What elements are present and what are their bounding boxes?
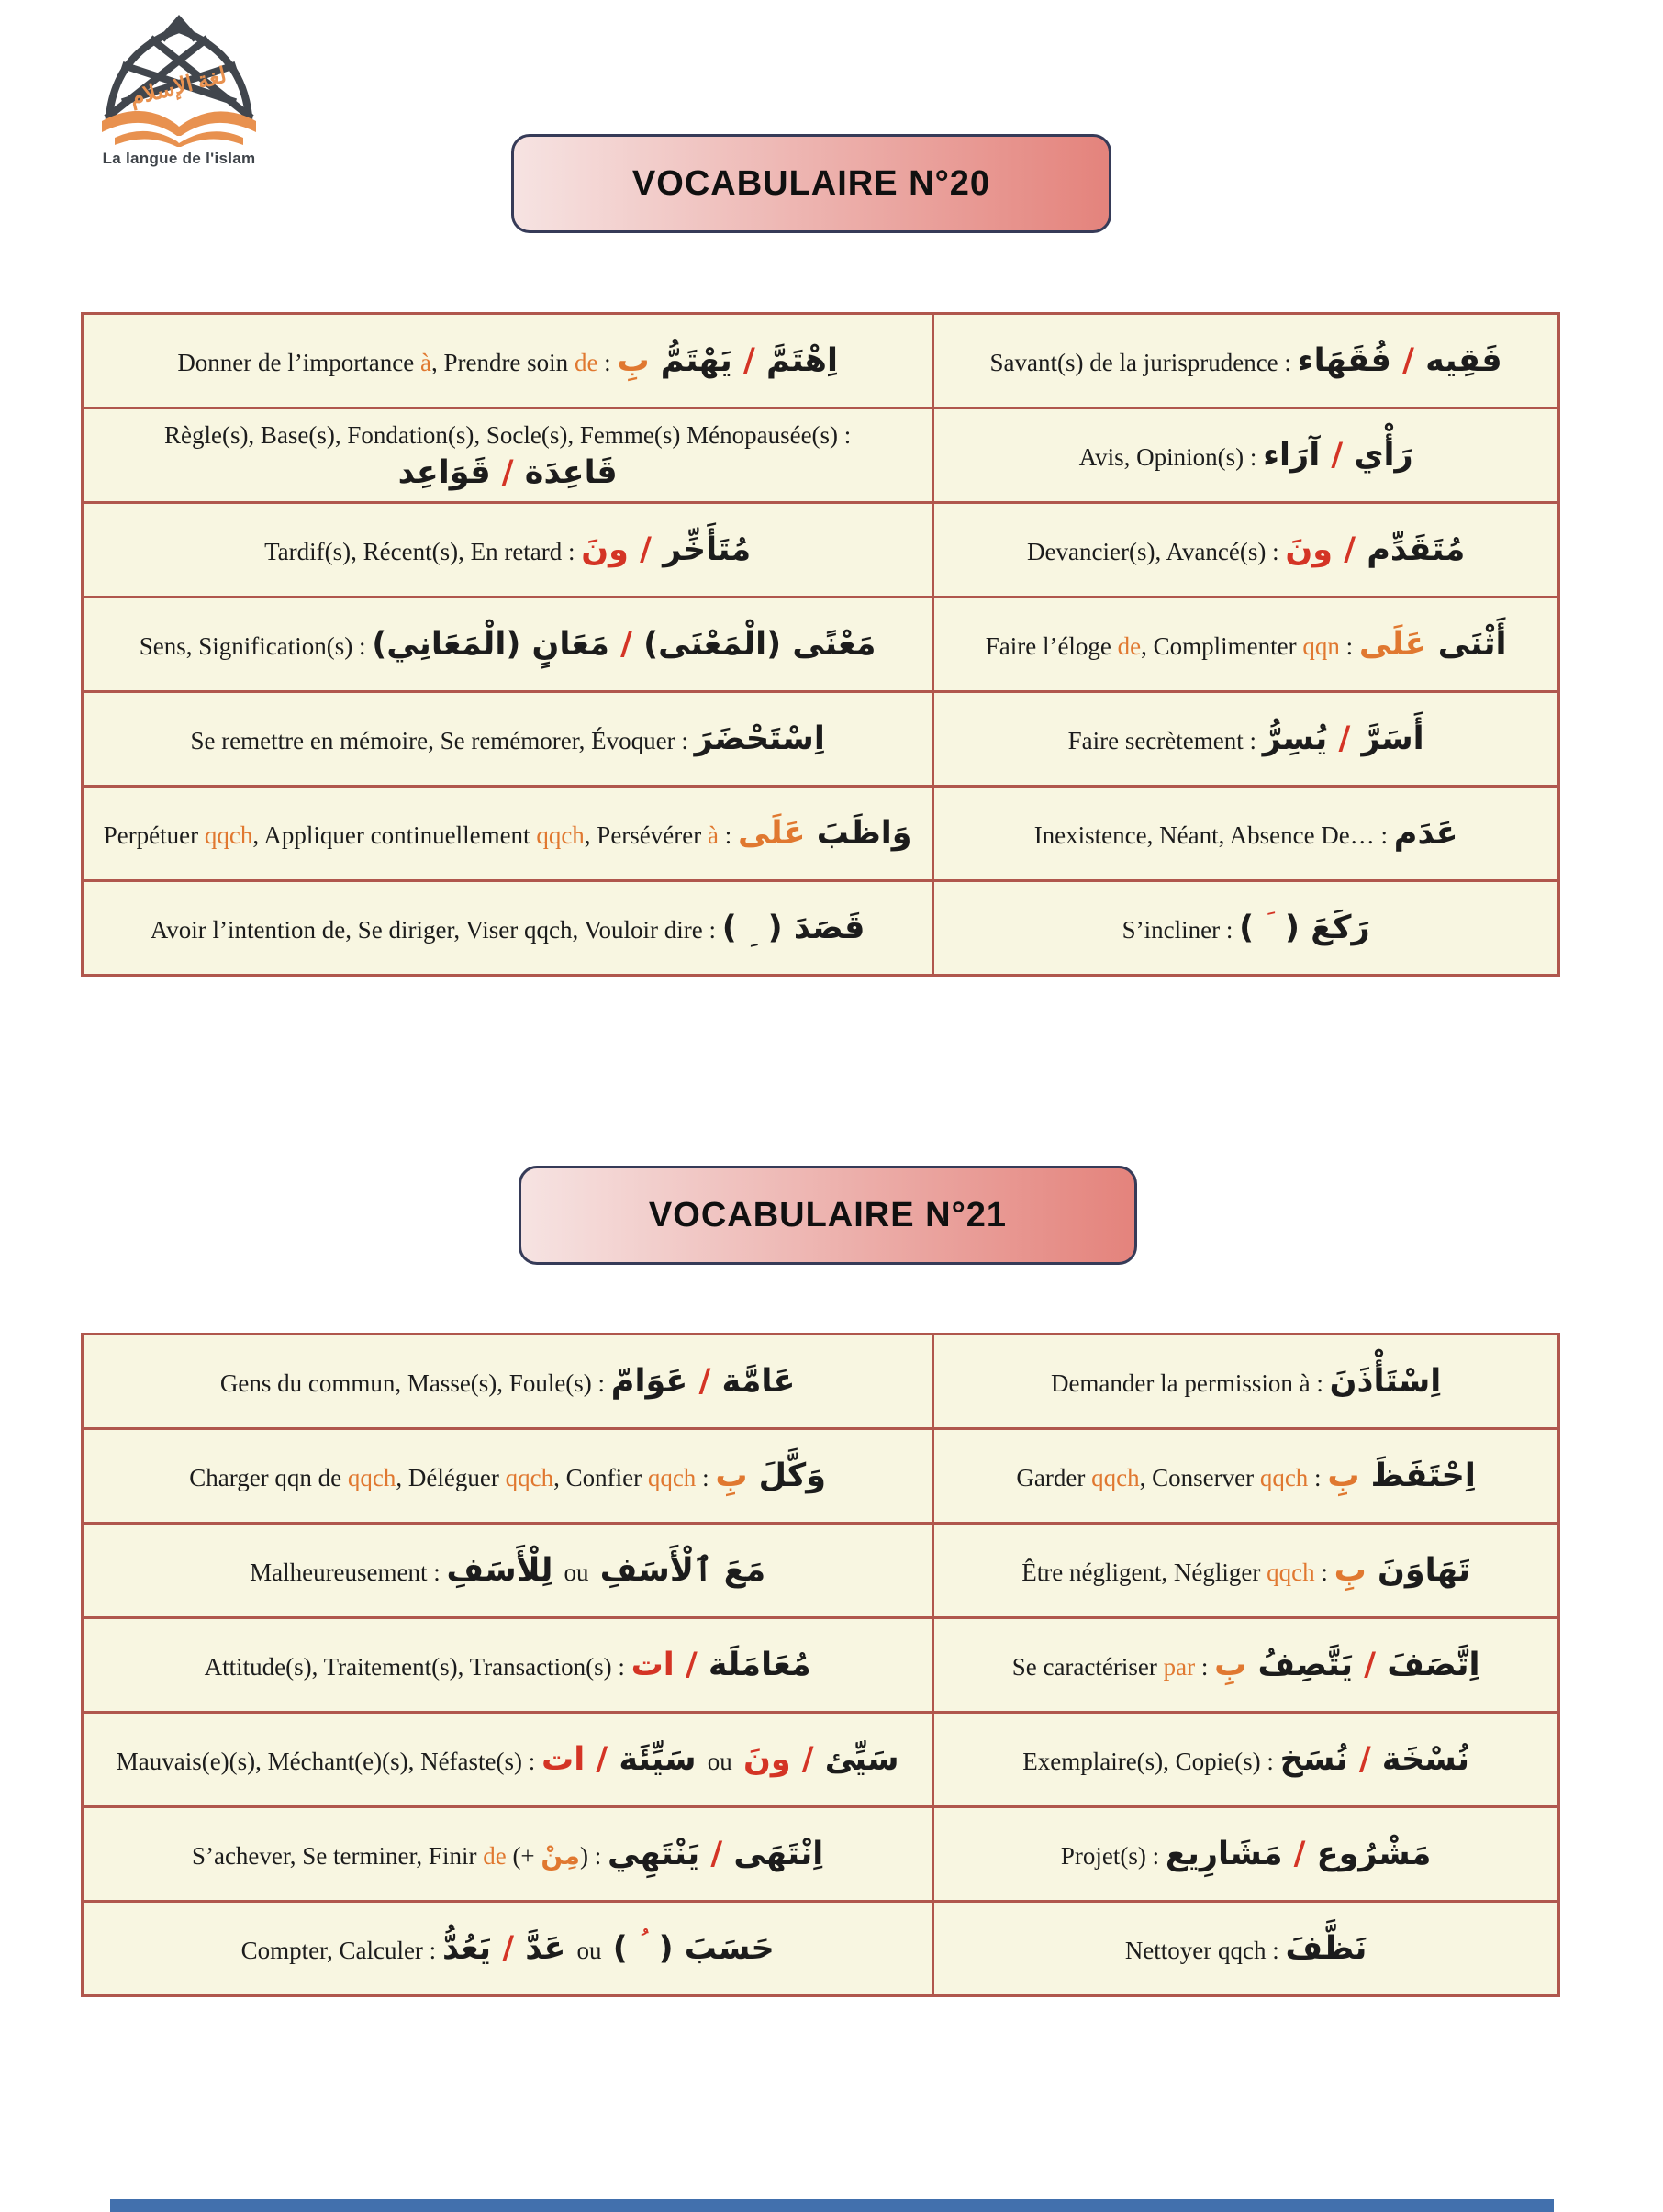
- text-segment: Avis, Opinion(s) :: [1078, 443, 1264, 471]
- text-segment: qqch: [1091, 1464, 1140, 1491]
- arabic-phrase: [1359, 626, 1507, 663]
- open-book-icon: [102, 111, 256, 147]
- text-segment: آرَاء: [1263, 437, 1332, 474]
- arabic-phrase: [695, 721, 825, 757]
- vocab-cell-left: [83, 1807, 933, 1902]
- text-segment: :: [696, 1464, 716, 1491]
- text-segment: Exemplaire(s), Copie(s) :: [1022, 1748, 1280, 1775]
- vocab-cell-right: [933, 1618, 1559, 1713]
- arabic-phrase: [372, 626, 876, 663]
- text-segment: S’incliner :: [1122, 916, 1240, 944]
- text-segment: سَيِّئ: [813, 1741, 899, 1778]
- text-segment: مِنْ: [541, 1840, 580, 1871]
- logo-emblem: [87, 9, 271, 147]
- text-segment: , Prendre soin: [430, 349, 575, 376]
- text-segment: قَصَدَ: [782, 910, 865, 946]
- vocab-entry-line: [100, 1551, 915, 1590]
- text-segment: اِنْتَهَى: [722, 1836, 824, 1872]
- text-segment: بِ: [617, 342, 650, 379]
- text-segment: يَعُدُّ: [441, 1930, 503, 1967]
- footer-bar: [110, 2199, 1554, 2212]
- text-segment: , Appliquer continuellement: [252, 821, 537, 849]
- vocab-entry-line: [951, 814, 1541, 853]
- text-segment: à: [419, 349, 431, 376]
- vocab-cell-right: [933, 503, 1559, 598]
- text-segment: Mauvais(e)(s), Méchant(e)(s), Néfaste(s) :: [116, 1748, 542, 1775]
- text-segment: Faire l’éloge: [985, 632, 1118, 660]
- text-segment: à: [707, 821, 719, 849]
- vocab-entry-line: [951, 1362, 1541, 1401]
- arabic-phrase: [611, 1363, 796, 1400]
- vocab-entry-line: [951, 909, 1541, 947]
- arabic-phrase: [1214, 1647, 1479, 1683]
- vocab-cell-left: [83, 503, 933, 598]
- text-segment: ِ: [747, 922, 757, 950]
- text-segment: Charger qqn de: [189, 1464, 348, 1491]
- arabic-phrase: [447, 1552, 766, 1589]
- vocab-cell-left: [83, 692, 933, 787]
- arabic-phrase: [1285, 531, 1465, 568]
- vocab-table-21: [81, 1333, 1560, 1997]
- text-segment: (+: [506, 1842, 541, 1870]
- text-segment: قَاعِدَة: [513, 454, 618, 492]
- arabic-phrase: [617, 342, 838, 379]
- vocab-cell-left: [83, 787, 933, 881]
- vocab-entry-line: [951, 720, 1541, 758]
- vocab-cell-left: [83, 1335, 933, 1429]
- banner-vocab-21: [519, 1166, 1137, 1265]
- text-segment: فُقَهَاء: [1297, 342, 1403, 379]
- text-segment: Attitude(s), Traitement(s), Transaction(s) :: [204, 1653, 631, 1681]
- text-segment: سَيِّئَة: [608, 1741, 708, 1778]
- logo-caption: La langue de l'islam: [102, 150, 256, 167]
- text-segment: , Conserver: [1139, 1464, 1260, 1491]
- text-segment: /: [710, 1836, 723, 1872]
- vocab-entry-line: [951, 1457, 1541, 1495]
- text-segment: Compter, Calculer :: [240, 1937, 442, 1964]
- arabic-phrase: [1327, 1458, 1476, 1494]
- text-segment: Projet(s) :: [1060, 1842, 1166, 1870]
- vocab-entry-line: [100, 1740, 915, 1779]
- vocab-cell-left: [83, 598, 933, 692]
- vocab-cell-right: [933, 1429, 1559, 1524]
- vocab-entry-line: [951, 625, 1541, 664]
- text-segment: وَكَّلَ: [747, 1458, 827, 1494]
- text-segment: :: [1339, 632, 1359, 660]
- text-segment: (: [647, 1930, 674, 1967]
- table-row: [83, 1713, 1559, 1807]
- arabic-phrase: [581, 531, 751, 568]
- table-row: [83, 1807, 1559, 1902]
- text-segment: Se caractériser: [1011, 1653, 1164, 1681]
- arabic-phrase: [541, 1741, 899, 1778]
- text-segment: , Confier: [553, 1464, 648, 1491]
- text-segment: qqch: [505, 1464, 554, 1491]
- text-segment: Inexistence, Néant, Absence De… :: [1033, 821, 1394, 849]
- table-row: [83, 1429, 1559, 1524]
- vocab-cell-right: [933, 408, 1559, 503]
- text-segment: /: [801, 1741, 814, 1778]
- arabic-phrase: [738, 815, 912, 852]
- text-segment: نُسَخ: [1279, 1741, 1359, 1778]
- text-segment: :: [1308, 1464, 1328, 1491]
- vocab-cell-left: [83, 314, 933, 408]
- text-segment: /: [1344, 531, 1356, 568]
- arabic-phrase: [1239, 910, 1370, 946]
- text-segment: :: [597, 349, 618, 376]
- text-segment: مَعَ ٱلْأَسَفِ: [588, 1552, 766, 1589]
- text-segment: /: [640, 531, 652, 568]
- text-segment: Nettoyer qqch :: [1124, 1937, 1286, 1964]
- arabic-phrase: [721, 910, 865, 950]
- banner-vocab-20: [511, 134, 1111, 233]
- text-segment: par: [1163, 1653, 1196, 1681]
- text-segment: اِسْتَحْضَرَ: [694, 721, 825, 757]
- text-segment: /: [685, 1647, 698, 1683]
- text-segment: ونَ: [581, 531, 641, 568]
- vocab-entry-line: [100, 909, 915, 950]
- text-segment: بِ: [715, 1458, 748, 1494]
- vocab-cell-left: [83, 1524, 933, 1618]
- table-row: [83, 503, 1559, 598]
- arabic-phrase: [715, 1458, 826, 1494]
- text-segment: Malheureusement :: [250, 1558, 447, 1586]
- vocab-entry-line: [100, 419, 915, 452]
- text-segment: نُسْخَة: [1370, 1741, 1470, 1778]
- vocab-entry-line: [951, 1646, 1541, 1684]
- text-segment: /: [502, 1930, 515, 1967]
- text-segment: Tardif(s), Récent(s), En retard :: [264, 538, 582, 565]
- text-segment: /: [1402, 342, 1414, 379]
- text-segment: ou: [707, 1748, 732, 1775]
- text-segment: عَلَى: [737, 815, 806, 852]
- vocab-entry-line: [100, 1835, 915, 1873]
- text-segment: /: [1331, 437, 1344, 474]
- text-segment: Règle(s), Base(s), Fondation(s), Socle(s), Femme(s) Ménopausée(s) :: [163, 420, 852, 449]
- text-segment: اِسْتَأْذَنَ: [1329, 1363, 1442, 1400]
- text-segment: ونَ: [1285, 531, 1345, 568]
- text-segment: نَظَّفَ: [1285, 1930, 1367, 1967]
- text-segment: de: [1117, 632, 1142, 660]
- banner-title: VOCABULAIRE N°20: [631, 163, 991, 203]
- text-segment: يُسِرُّ: [1262, 721, 1339, 757]
- text-segment: Sens, Signification(s) :: [139, 632, 373, 660]
- text-segment: /: [1293, 1836, 1306, 1872]
- vocab-cell-left: [83, 1902, 933, 1996]
- text-segment: , Déléguer: [396, 1464, 506, 1491]
- arabic-phrase: [1330, 1363, 1442, 1400]
- vocab-entry-line: [100, 341, 915, 380]
- text-segment: بِ: [1334, 1552, 1367, 1589]
- text-segment: Savant(s) de la jurisprudence :: [989, 349, 1298, 376]
- text-segment: يَهْتَمُّ: [649, 342, 743, 379]
- vocab-entry-line: [951, 531, 1541, 569]
- text-segment: qqch: [204, 821, 253, 849]
- text-segment: وَاظَبَ: [805, 815, 912, 852]
- text-segment: Donner de l’importance: [177, 349, 420, 376]
- arabic-phrase: [1394, 815, 1458, 852]
- table-row: [83, 1335, 1559, 1429]
- text-segment: مَشَارِيع: [1165, 1836, 1294, 1872]
- arabic-phrase: [631, 1647, 811, 1683]
- text-segment: مُتَقَدِّم: [1356, 531, 1466, 568]
- arabic-phrase: [1334, 1552, 1470, 1589]
- vocab-entry-line: [100, 453, 915, 492]
- text-segment: Faire secrètement :: [1067, 727, 1263, 754]
- text-segment: ): [721, 910, 748, 946]
- text-segment: , Complimenter: [1141, 632, 1303, 660]
- text-segment: لِلْأَسَفِ: [446, 1552, 564, 1589]
- vocab-entry-line: [100, 1362, 915, 1401]
- vocab-cell-right: [933, 1807, 1559, 1902]
- arabic-phrase: [1263, 437, 1412, 474]
- vocab-entry-line: [100, 1929, 915, 1968]
- text-segment: فَقِيه: [1413, 342, 1502, 379]
- table-row: [83, 787, 1559, 881]
- vocab-cell-right: [933, 692, 1559, 787]
- text-segment: qqch: [647, 1464, 697, 1491]
- text-segment: qqch: [347, 1464, 396, 1491]
- text-segment: حَسَبَ: [673, 1930, 775, 1967]
- vocab-cell-left: [83, 408, 933, 503]
- text-segment: ات: [631, 1647, 686, 1683]
- arabic-phrase: [1286, 1930, 1367, 1967]
- table-row: [83, 598, 1559, 692]
- text-segment: قَوَاعِد: [397, 454, 502, 492]
- text-segment: تَهَاوَنَ: [1366, 1552, 1471, 1589]
- vocab-cell-right: [933, 881, 1559, 976]
- vocab-table-20: [81, 312, 1560, 977]
- vocab-cell-right: [933, 598, 1559, 692]
- text-segment: أَسَرَّ: [1350, 721, 1424, 757]
- text-segment: Être négligent, Négliger: [1021, 1558, 1267, 1586]
- text-segment: qqch: [1259, 1464, 1309, 1491]
- text-segment: ) :: [579, 1842, 608, 1870]
- text-segment: qqch: [536, 821, 585, 849]
- text-segment: qqch: [1267, 1558, 1315, 1586]
- text-segment: عَدَم: [1393, 815, 1458, 852]
- vocab-cell-right: [933, 1713, 1559, 1807]
- text-segment: مُعَامَلَة: [697, 1647, 811, 1683]
- text-segment: /: [501, 454, 514, 492]
- table-row: [83, 408, 1559, 503]
- vocab-entry-line: [100, 625, 915, 664]
- logo-arabic-calligraphy: لغة الإسلام: [128, 63, 229, 111]
- text-segment: Avoir l’intention de, Se diriger, Viser qqch, Vouloir dire :: [150, 916, 722, 944]
- table-row: [83, 692, 1559, 787]
- text-segment: اِحْتَفَظَ: [1359, 1458, 1476, 1494]
- text-segment: بِ: [1214, 1647, 1247, 1683]
- arabic-phrase: [1263, 721, 1424, 757]
- text-segment: مَعَانٍ (الْمَعَانِي): [372, 626, 621, 663]
- text-segment: de: [574, 349, 598, 376]
- logo: [81, 9, 277, 168]
- text-segment: /: [742, 342, 755, 379]
- text-segment: ): [1239, 910, 1266, 946]
- text-segment: Demander la permission à :: [1050, 1369, 1330, 1397]
- vocab-entry-line: [100, 814, 915, 853]
- text-segment: Perpétuer: [103, 821, 205, 849]
- vocab-cell-left: [83, 1618, 933, 1713]
- vocab-cell-right: [933, 1524, 1559, 1618]
- banner-title: VOCABULAIRE N°21: [648, 1195, 1008, 1234]
- text-segment: (: [1273, 910, 1300, 946]
- text-segment: يَنْتَهِي: [607, 1836, 711, 1872]
- table-row: [83, 314, 1559, 408]
- vocab-entry-line: [951, 1929, 1541, 1968]
- vocab-entry-line: [951, 341, 1541, 380]
- text-segment: ات: [541, 1741, 597, 1778]
- arabic-phrase: [1280, 1741, 1469, 1778]
- text-segment: /: [596, 1741, 608, 1778]
- table-row: [83, 1618, 1559, 1713]
- vocab-entry-line: [951, 1835, 1541, 1873]
- text-segment: عَدَّ: [514, 1930, 577, 1967]
- text-segment: مَشْرُوع: [1305, 1836, 1432, 1872]
- vocab-entry-line: [100, 720, 915, 758]
- vocab-cell-left: [83, 881, 933, 976]
- arabic-phrase: [442, 1930, 775, 1967]
- arabic-phrase: [398, 454, 618, 491]
- text-segment: عَامَّة: [710, 1363, 796, 1400]
- text-segment: /: [1358, 1741, 1371, 1778]
- text-segment: :: [718, 821, 738, 849]
- vocab-entry-line: [100, 1457, 915, 1495]
- text-segment: , Persévérer: [584, 821, 708, 849]
- text-segment: يَتَّصِفُ: [1246, 1647, 1365, 1683]
- text-segment: de: [483, 1842, 507, 1870]
- text-segment: Gens du commun, Masse(s), Foule(s) :: [219, 1369, 611, 1397]
- vocab-entry-line: [951, 436, 1541, 475]
- text-segment: :: [1314, 1558, 1334, 1586]
- table-row: [83, 1524, 1559, 1618]
- text-segment: /: [1364, 1647, 1377, 1683]
- text-segment: عَلَى: [1358, 626, 1427, 663]
- text-segment: qqn: [1302, 632, 1340, 660]
- text-segment: مَعْنًى (الْمَعْنَى): [631, 626, 876, 663]
- text-segment: اِهْتَمَّ: [754, 342, 838, 379]
- text-segment: ): [601, 1930, 639, 1967]
- vocab-entry-line: [100, 531, 915, 569]
- vocab-cell-right: [933, 1902, 1559, 1996]
- vocab-entry-line: [951, 1551, 1541, 1590]
- text-segment: S’achever, Se terminer, Finir: [191, 1842, 484, 1870]
- text-segment: Devancier(s), Avancé(s) :: [1027, 538, 1286, 565]
- text-segment: ُ: [638, 1928, 648, 1957]
- text-segment: أَثْنَى: [1426, 626, 1507, 663]
- text-segment: /: [1338, 721, 1351, 757]
- vocab-cell-right: [933, 314, 1559, 408]
- table-row: [83, 881, 1559, 976]
- arabic-phrase: [1166, 1836, 1432, 1872]
- text-segment: :: [1195, 1653, 1215, 1681]
- text-segment: رَكَعَ: [1300, 910, 1370, 946]
- text-segment: Se remettre en mémoire, Se remémorer, Évoquer :: [190, 727, 695, 754]
- vocab-cell-right: [933, 1335, 1559, 1429]
- text-segment: مُتَأَخِّر: [651, 531, 752, 568]
- vocab-cell-left: [83, 1429, 933, 1524]
- text-segment: Garder: [1016, 1464, 1092, 1491]
- text-segment: عَوَامّ: [610, 1363, 699, 1400]
- text-segment: ou: [576, 1937, 602, 1964]
- vocab-cell-left: [83, 1713, 933, 1807]
- text-segment: رَأْي: [1343, 437, 1413, 474]
- text-segment: /: [620, 626, 632, 663]
- text-segment: بِ: [1327, 1458, 1360, 1494]
- text-segment: َ: [1265, 908, 1274, 936]
- text-segment: /: [698, 1363, 711, 1400]
- text-segment: ونَ: [731, 1741, 802, 1778]
- arabic-phrase: [608, 1836, 823, 1872]
- vocab-entry-line: [951, 1740, 1541, 1779]
- text-segment: (: [756, 910, 783, 946]
- text-segment: ou: [564, 1558, 589, 1586]
- vocab-entry-line: [100, 1646, 915, 1684]
- arabic-phrase: [1298, 342, 1502, 379]
- text-segment: اِتَّصَفَ: [1376, 1647, 1480, 1683]
- table-row: [83, 1902, 1559, 1996]
- vocab-cell-right: [933, 787, 1559, 881]
